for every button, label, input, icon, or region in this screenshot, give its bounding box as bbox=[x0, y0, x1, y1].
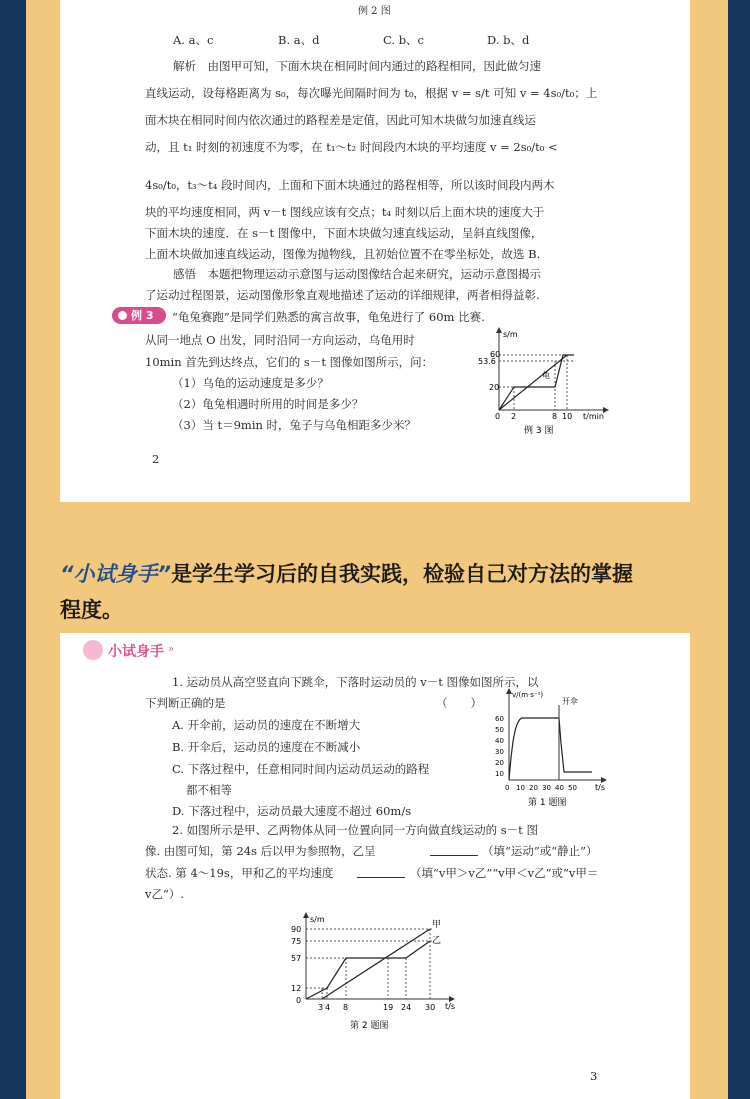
y-tick: 20 bbox=[495, 759, 504, 767]
series-jia-line bbox=[322, 929, 430, 999]
option-b: B. a、d bbox=[278, 33, 320, 47]
y-tick: 20 bbox=[489, 383, 500, 392]
example3-line: “龟兔赛跑”是同学们熟悉的寓言故事，龟兔进行了 60m 比赛. bbox=[172, 310, 485, 324]
option-c: C. b、c bbox=[383, 33, 425, 47]
series-a-label: 甲 bbox=[432, 920, 442, 930]
q2-line: v乙”）. bbox=[145, 887, 185, 901]
q1-line: 下判断正确的是 bbox=[145, 696, 226, 710]
x-tick: 50 bbox=[568, 784, 577, 792]
q2-line: 像. 由图可知，第 24s 后以甲为参照物，乙呈 bbox=[145, 844, 376, 858]
tortoise-line bbox=[499, 355, 567, 410]
analysis-line: 面木块在相同时间内依次通过的路程差是定值，因此可知木块做匀加速直线运 bbox=[145, 113, 536, 127]
y-tick: 50 bbox=[495, 726, 504, 734]
answer-blank[interactable] bbox=[357, 868, 405, 878]
answer-bracket: （ ） bbox=[436, 696, 482, 710]
y-tick: 90 bbox=[291, 925, 302, 934]
badge-dot-icon bbox=[118, 311, 127, 320]
headline-line2: 程度。 bbox=[60, 598, 123, 622]
x-tick: 20 bbox=[529, 784, 538, 792]
y-tick: 10 bbox=[495, 770, 504, 778]
x-tick: 2 bbox=[511, 412, 517, 421]
x-tick: 8 bbox=[552, 412, 558, 421]
example3-figure bbox=[478, 325, 613, 437]
headline bbox=[60, 556, 700, 628]
x-tick: 0 bbox=[505, 784, 510, 792]
q1-line: 1. 运动员从高空竖直向下跳伞，下落时运动员的 v－t 图像如图所示，以 bbox=[172, 675, 539, 689]
fig3-caption: 例 3 图 bbox=[524, 426, 554, 436]
y-tick: 40 bbox=[495, 737, 504, 745]
answer-blank[interactable] bbox=[430, 846, 478, 856]
fig3-ylabel: s/m bbox=[503, 330, 518, 339]
x-tick: 40 bbox=[555, 784, 564, 792]
insight-line: 感悟 本题把物理运动示意图与运动图像结合起来研究，运动示意图揭示 bbox=[173, 267, 541, 281]
q2-line: （填“v甲＞v乙”“v甲＜v乙”或“v甲＝ bbox=[410, 866, 599, 880]
section-arrow-icon: » bbox=[168, 644, 175, 655]
x-tick: 10 bbox=[516, 784, 525, 792]
q2-line: 2. 如图所示是甲、乙两物体从同一位置向同一方向做直线运动的 s－t 图 bbox=[172, 823, 538, 837]
example3-badge-label: 例 3 bbox=[131, 309, 154, 322]
analysis-line: 动，且 t₁ 时刻的初速度不为零，在 t₁～t₂ 时间段内木块的平均速度 v = 2s₀/t₀ < bbox=[145, 140, 558, 154]
x-tick: 30 bbox=[542, 784, 551, 792]
analysis-line: 4s₀/t₀，t₃～t₄ 段时间内，上面和下面木块通过的路程相等，所以该时间段内两木 bbox=[145, 178, 555, 192]
y-tick: 53.6 bbox=[478, 357, 496, 366]
option-a: A. a、c bbox=[173, 33, 214, 47]
fig2-caption: 例 2 图 bbox=[358, 6, 391, 17]
q2-line: （填“运动”或“静止”） bbox=[482, 844, 598, 858]
series-b-label: 乙 bbox=[432, 936, 442, 946]
hare-line bbox=[499, 355, 574, 410]
y-tick: 60 bbox=[495, 715, 504, 723]
fig2-ylabel: s/m bbox=[310, 915, 325, 924]
headline-text: 是学生学习后的自我实践，检验自己对方法的掌握 bbox=[171, 562, 634, 586]
y-tick: 75 bbox=[291, 937, 302, 946]
q1-option: C. 下落过程中，任意相同时间内运动员运动的路程 bbox=[172, 762, 430, 776]
x-tick: 8 bbox=[343, 1003, 349, 1012]
right-border bbox=[728, 0, 750, 1099]
headline-quote: “小试身手” bbox=[60, 562, 172, 586]
q1-option: 都不相等 bbox=[186, 783, 232, 797]
option-d: D. b、d bbox=[487, 33, 530, 47]
analysis-line: 下面木块的速度．在 s－t 图像中，下面木块做匀速直线运动，呈斜直线图像， bbox=[145, 226, 543, 240]
example3-line: 从同一地点 O 出发，同时沿同一方向运动，乌龟用时 bbox=[145, 333, 415, 347]
page-number: 2 bbox=[152, 452, 160, 466]
analysis-line: 解析 由图甲可知，下面木块在相同时间内通过的路程相同，因此做匀速 bbox=[173, 59, 541, 73]
q1-option: D. 下落过程中，运动员最大速度不超过 60m/s bbox=[172, 804, 412, 818]
y-tick: 12 bbox=[291, 984, 302, 993]
fig1-xlabel: t/s bbox=[595, 783, 605, 792]
analysis-line: 上面木块做加速直线运动，图像为抛物线，且初始位置不在零坐标处，故选 B. bbox=[145, 247, 541, 261]
page-number: 3 bbox=[590, 1069, 598, 1083]
analysis-line: 块的平均速度相同，两 v－t 图线应该有交点；t₄ 时刻以后上面木块的速度大于 bbox=[145, 205, 545, 219]
x-tick: 4 bbox=[325, 1003, 331, 1012]
question-line: （2）龟兔相遇时所用的时间是多少？ bbox=[172, 397, 364, 411]
fig3-xlabel: t/min bbox=[583, 412, 604, 421]
x-tick: 0 bbox=[495, 412, 501, 421]
x-tick: 19 bbox=[383, 1003, 394, 1012]
question-line: （3）当 t＝9min 时，兔子与乌龟相距多少米？ bbox=[172, 418, 417, 432]
fig1-caption: 第 1 题图 bbox=[528, 798, 567, 808]
q1-option: A. 开伞前，运动员的速度在不断增大 bbox=[172, 718, 361, 732]
q1-figure bbox=[492, 688, 610, 810]
velocity-curve bbox=[509, 718, 592, 780]
y-tick: 60 bbox=[490, 350, 501, 359]
q2-line: 状态. 第 4～19s，甲和乙的平均速度 bbox=[145, 866, 334, 880]
fig2-caption: 第 2 题图 bbox=[350, 1021, 389, 1031]
y-tick: 57 bbox=[291, 954, 302, 963]
example3-badge bbox=[112, 307, 166, 324]
x-tick: 3 bbox=[318, 1003, 324, 1012]
series-yi-line bbox=[306, 941, 430, 999]
question-line: （1）乌龟的运动速度是多少？ bbox=[172, 376, 329, 390]
y-tick: 30 bbox=[495, 748, 504, 756]
fig2-xlabel: t/s bbox=[445, 1002, 455, 1011]
section-flower-icon bbox=[83, 640, 103, 660]
x-tick: 10 bbox=[562, 412, 573, 421]
fig1-ylabel: v/(m·s⁻¹) bbox=[512, 691, 544, 699]
example3-line: 10min 首先到达终点，它们的 s－t 图像如图所示，问： bbox=[145, 355, 434, 369]
y-tick: 0 bbox=[296, 996, 302, 1005]
q2-figure bbox=[282, 912, 472, 1036]
x-tick: 30 bbox=[425, 1003, 436, 1012]
q1-option: B. 开伞后，运动员的速度在不断减小 bbox=[172, 740, 361, 754]
analysis-line: 直线运动，设每格距离为 s₀，每次曝光间隔时间为 t₀，根据 v = s/t 可知 v = 4s₀/t₀；上 bbox=[145, 86, 598, 100]
left-border bbox=[0, 0, 26, 1099]
curve-label: 龟 bbox=[542, 371, 550, 380]
chute-note: 开伞 bbox=[562, 697, 578, 706]
x-tick: 24 bbox=[401, 1003, 412, 1012]
section-title: 小试身手 bbox=[108, 644, 164, 660]
insight-line: 了运动过程图景，运动图像形象直观地描述了运动的详细规律，两者相得益彰. bbox=[145, 288, 540, 302]
